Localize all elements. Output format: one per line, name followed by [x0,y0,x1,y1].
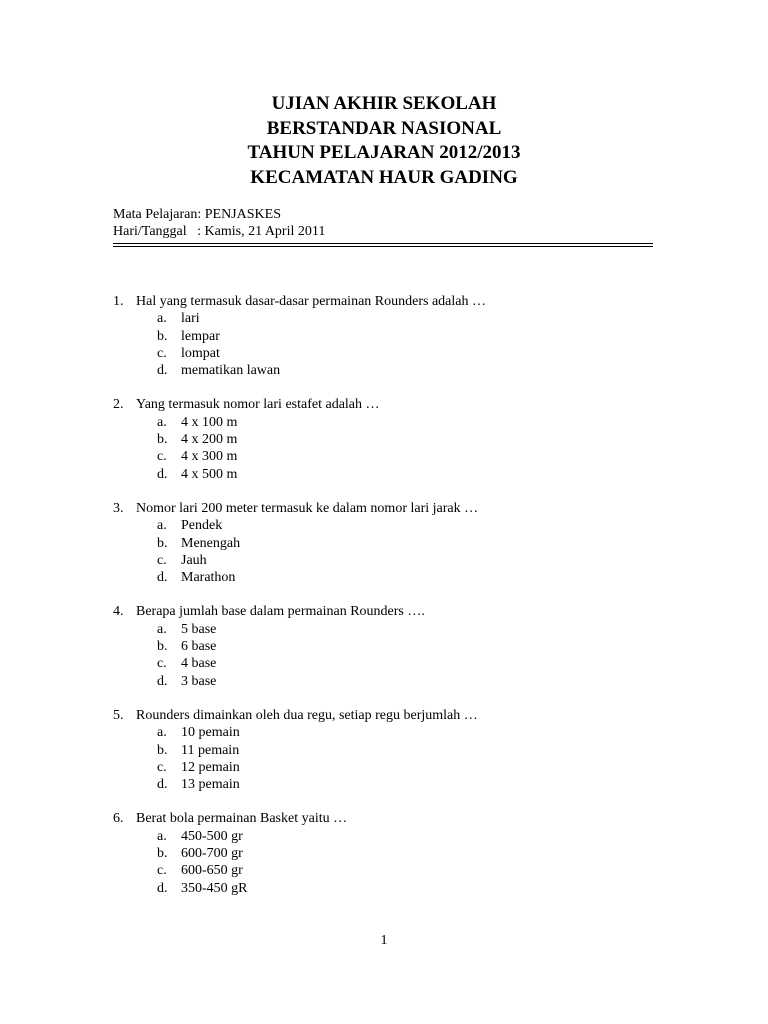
title-line: KECAMATAN HAUR GADING [250,166,518,188]
option-text: 10 pemain [181,725,240,741]
option-letter: b. [157,742,168,758]
answer-option [157,310,713,327]
option-text: 4 x 500 m [181,466,238,482]
option-letter: c. [157,863,167,879]
question-text: Rounders dimainkan oleh dua regu, setiap regu berjumlah … [136,707,478,723]
date-line: Hari/Tanggal : Kamis, 21 April 2011 [113,224,326,239]
answer-option [157,759,713,776]
answer-option [157,431,713,448]
answer-option [157,880,713,897]
option-text: 4 x 200 m [181,432,238,448]
answer-options [157,517,713,586]
question-number: 2. [113,397,124,413]
option-text: Jauh [181,552,207,568]
question-line [113,707,713,724]
subject-line: Mata Pelajaran: PENJASKES [113,207,281,222]
option-letter: c. [157,449,167,465]
answer-option [157,448,713,465]
option-text: 4 x 100 m [181,414,238,430]
option-letter: d. [157,363,168,379]
answer-option [157,345,713,362]
option-text: 600-650 gr [181,863,243,879]
answer-option [157,569,713,586]
option-letter: b. [157,639,168,655]
answer-option [157,776,713,793]
answer-option [157,328,713,345]
option-letter: a. [157,828,167,844]
option-letter: d. [157,777,168,793]
answer-option [157,828,713,845]
question-number: 5. [113,707,124,723]
option-letter: b. [157,846,168,862]
answer-option [157,414,713,431]
option-text: 450-500 gr [181,828,243,844]
exam-title [0,92,768,190]
option-letter: a. [157,725,167,741]
question-text: Berat bola permainan Basket yaitu … [136,811,348,827]
question-item [113,603,713,689]
option-text: Menengah [181,535,241,551]
question-text: Yang termasuk nomor lari estafet adalah … [136,397,380,413]
title-line: TAHUN PELAJARAN 2012/2013 [247,142,521,163]
question-item [113,293,713,379]
option-letter: d. [157,570,168,586]
answer-option [157,724,713,741]
answer-option [157,535,713,552]
answer-option [157,638,713,655]
option-letter: c. [157,345,167,361]
option-letter: b. [157,328,168,344]
question-text: Berapa jumlah base dalam permainan Rounders …. [136,604,425,620]
option-text: 600-700 gr [181,846,243,862]
option-text: 11 pemain [181,742,240,758]
question-number: 1. [113,294,124,309]
question-number: 3. [113,500,124,516]
question-list [113,293,713,914]
option-letter: c. [157,656,167,672]
question-number: 6. [113,811,124,827]
question-line [113,500,713,517]
question-text: Hal yang termasuk dasar-dasar permainan Rounders adalah … [136,294,486,309]
option-letter: a. [157,311,167,327]
option-text: Pendek [181,518,223,534]
answer-option [157,466,713,483]
question-number: 4. [113,604,124,620]
title-line: BERSTANDAR NASIONAL [266,117,502,139]
answer-option [157,552,713,569]
answer-option [157,517,713,534]
title-line: UJIAN AKHIR SEKOLAH [271,93,497,114]
option-letter: d. [157,466,168,482]
option-text: lempar [181,328,220,344]
answer-option [157,742,713,759]
option-letter: a. [157,414,167,430]
option-text: 3 base [181,673,217,689]
option-text: 5 base [181,621,217,637]
question-text: Nomor lari 200 meter termasuk ke dalam nomor lari jarak … [136,500,479,516]
option-letter: c. [157,552,167,568]
answer-option [157,673,713,690]
question-line [113,396,713,413]
option-text: lompat [181,345,220,361]
answer-options [157,828,713,897]
question-line [113,293,713,310]
option-text: 350-450 gR [181,880,248,896]
question-item [113,500,713,586]
question-line [113,810,713,827]
option-letter: a. [157,518,167,534]
option-letter: d. [157,880,168,896]
double-rule-divider [113,238,653,250]
page-number: 1 [380,933,388,948]
answer-options [157,724,713,793]
question-line [113,603,713,620]
option-letter: a. [157,621,167,637]
answer-option [157,862,713,879]
option-letter: c. [157,759,167,775]
exam-meta [113,206,325,240]
answer-option [157,845,713,862]
option-text: 4 base [181,656,217,672]
answer-option [157,362,713,379]
option-text: 13 pemain [181,777,240,793]
answer-option [157,655,713,672]
question-item [113,810,713,896]
answer-options [157,414,713,483]
option-text: mematikan lawan [181,363,281,379]
option-text: 12 pemain [181,759,240,775]
option-text: 6 base [181,639,217,655]
question-item [113,707,713,793]
answer-option [157,621,713,638]
option-letter: b. [157,535,168,551]
option-letter: b. [157,432,168,448]
option-text: lari [181,311,200,327]
answer-options [157,621,713,690]
question-item [113,396,713,482]
option-text: Marathon [181,570,236,586]
option-text: 4 x 300 m [181,449,238,465]
answer-options [157,310,713,379]
option-letter: d. [157,673,168,689]
